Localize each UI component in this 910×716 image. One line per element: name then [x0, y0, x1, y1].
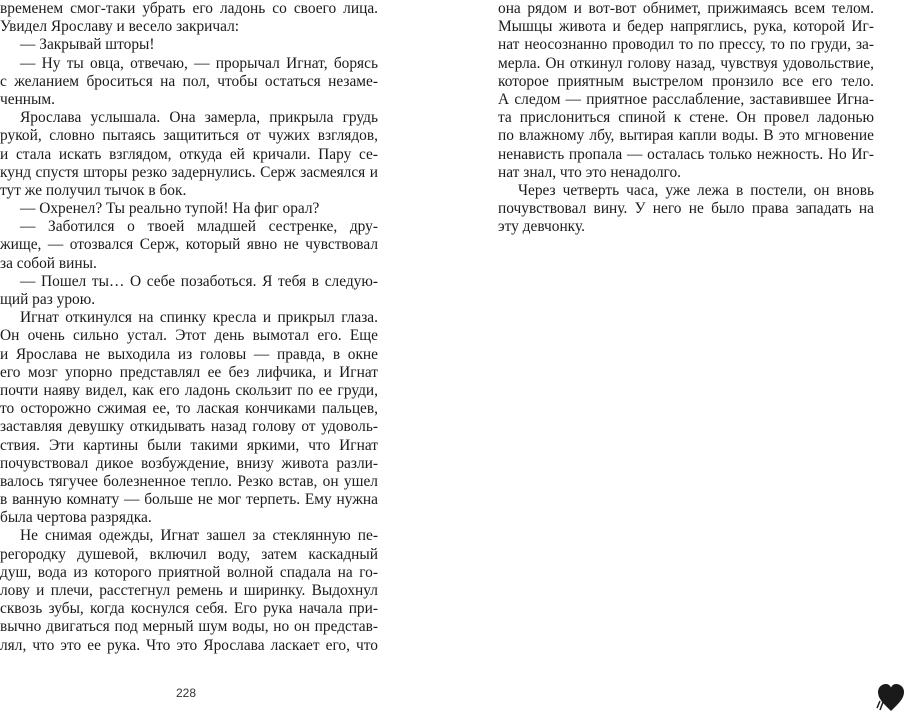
- text-line: почувствовал дикое возбуждение, внизу живота разли-: [0, 454, 378, 472]
- text-line: временем смог-таки убрать его ладонь со своего лица.: [0, 0, 378, 17]
- text-line: — Пошел ты… О себе позаботься. Я тебя в следую-: [20, 272, 378, 290]
- text-line: Не снимая одежды, Игнат зашел за стеклянную пе-: [20, 527, 378, 545]
- text-line: мерла. Он откинул голову назад, чувствуя удовольствие,: [498, 54, 874, 72]
- left-page: [0, 0, 378, 655]
- text-line: щий раз урою.: [0, 291, 96, 308]
- text-line: с желанием броситься на пол, чтобы остаться незаме-: [0, 72, 378, 90]
- text-line: Игнат откинулся на спинку кресла и прикрыл глаза.: [20, 309, 378, 327]
- text-line: ченным.: [0, 90, 55, 108]
- page-number: 228: [176, 686, 197, 700]
- text-line: по влажному лбу, вытирая капли воды. В это мгновение: [498, 127, 874, 145]
- text-line: Мышцы живота и бедер напряглись, рука, которой Иг-: [498, 18, 874, 36]
- text-line: жище, — отозвался Серж, который явно не чувствовал: [0, 236, 378, 254]
- text-line: сквозь зубы, когда коснулся себя. Его рука начала при-: [0, 600, 378, 618]
- text-line: душ, вода из которого приятной волной спадала на го-: [0, 563, 378, 581]
- text-line: регородку душевой, включил воду, затем каскадный: [0, 545, 378, 563]
- text-line: эту девчонку.: [498, 218, 585, 236]
- text-line: Через четверть часа, уже лежа в постели, он вновь: [518, 181, 874, 199]
- text-line: вычно двигаться под мерный шум воды, но он представ-: [0, 618, 378, 636]
- right-page: [498, 0, 874, 236]
- text-line: та прислониться спиной к стене. Он провел ладонью: [498, 109, 874, 127]
- text-line: она рядом и вот-вот обнимет, прижимаясь всем телом.: [498, 0, 874, 17]
- text-line: — Охренел? Ты реально тупой! На фиг орал?: [20, 200, 320, 218]
- text-line: валось тягучее болезненное тепло. Резко встав, он ушел: [0, 472, 378, 490]
- text-line: и стала искать взглядом, откуда ей кричали. Пару се-: [0, 145, 378, 163]
- text-line: — Закрывай шторы!: [20, 36, 155, 54]
- text-line: — Заботился о твоей младшей сестренке, дру-: [20, 218, 378, 236]
- text-line: нат знал, что это ненадолго.: [498, 163, 681, 181]
- text-line: — Ну ты овца, отвечаю, — прорычал Игнат, борясь: [20, 54, 378, 72]
- text-line: лял, что это ее рука. Что это Ярослава ласкает его, что: [0, 636, 378, 654]
- text-line: кунд спустя шторы резко задернулись. Серж засмеялся и: [0, 163, 378, 181]
- text-line: лову и плечи, расстегнул ремень и ширинку. Выдохнул: [0, 582, 378, 599]
- text-line: заставляя девушку откидывать назад голову от удоволь-: [0, 418, 378, 436]
- text-line: Он очень сильно устал. Этот день вымотал его. Еще: [0, 327, 378, 345]
- text-line: ненависть пропала — осталась только нежность. Но Иг-: [498, 145, 874, 163]
- text-line: Ярослава услышала. Она замерла, прикрыла грудь: [20, 109, 378, 127]
- text-line: почти наяву видел, как его ладонь скользит по ее груди,: [0, 381, 378, 399]
- text-line: за собой вины.: [0, 254, 97, 272]
- text-line: его мозг упорно представлял ее без лифчика, и Игнат: [0, 363, 378, 381]
- text-line: была чертова разрядка.: [0, 509, 152, 527]
- text-line: в ванную комнату — больше не мог терпеть. Ему нужна: [0, 491, 378, 509]
- text-line: то осторожно сжимая ее, то лаская кончиками пальцев,: [0, 400, 378, 418]
- text-line: тут же получил тычок в бок.: [0, 181, 187, 199]
- heart-logo-icon: [874, 680, 908, 714]
- text-line: рукой, словно пытаясь защититься от чужих взглядов,: [0, 127, 378, 145]
- text-line: и Ярослава не выходила из головы — правда, в окне: [0, 345, 378, 363]
- text-line: которое приятным выстрелом пронзило все его тело.: [498, 72, 874, 90]
- text-line: нат неосознанно проводил то по прессу, то по груди, за-: [498, 36, 874, 54]
- text-line: ствия. Эти картины были такими яркими, что Игнат: [0, 436, 378, 454]
- text-line: А следом — приятное расслабление, заставившее Игна-: [498, 90, 874, 108]
- text-line: почувствовал вину. У него не было права западать на: [498, 200, 874, 218]
- text-line: Увидел Ярославу и весело закричал:: [0, 18, 240, 36]
